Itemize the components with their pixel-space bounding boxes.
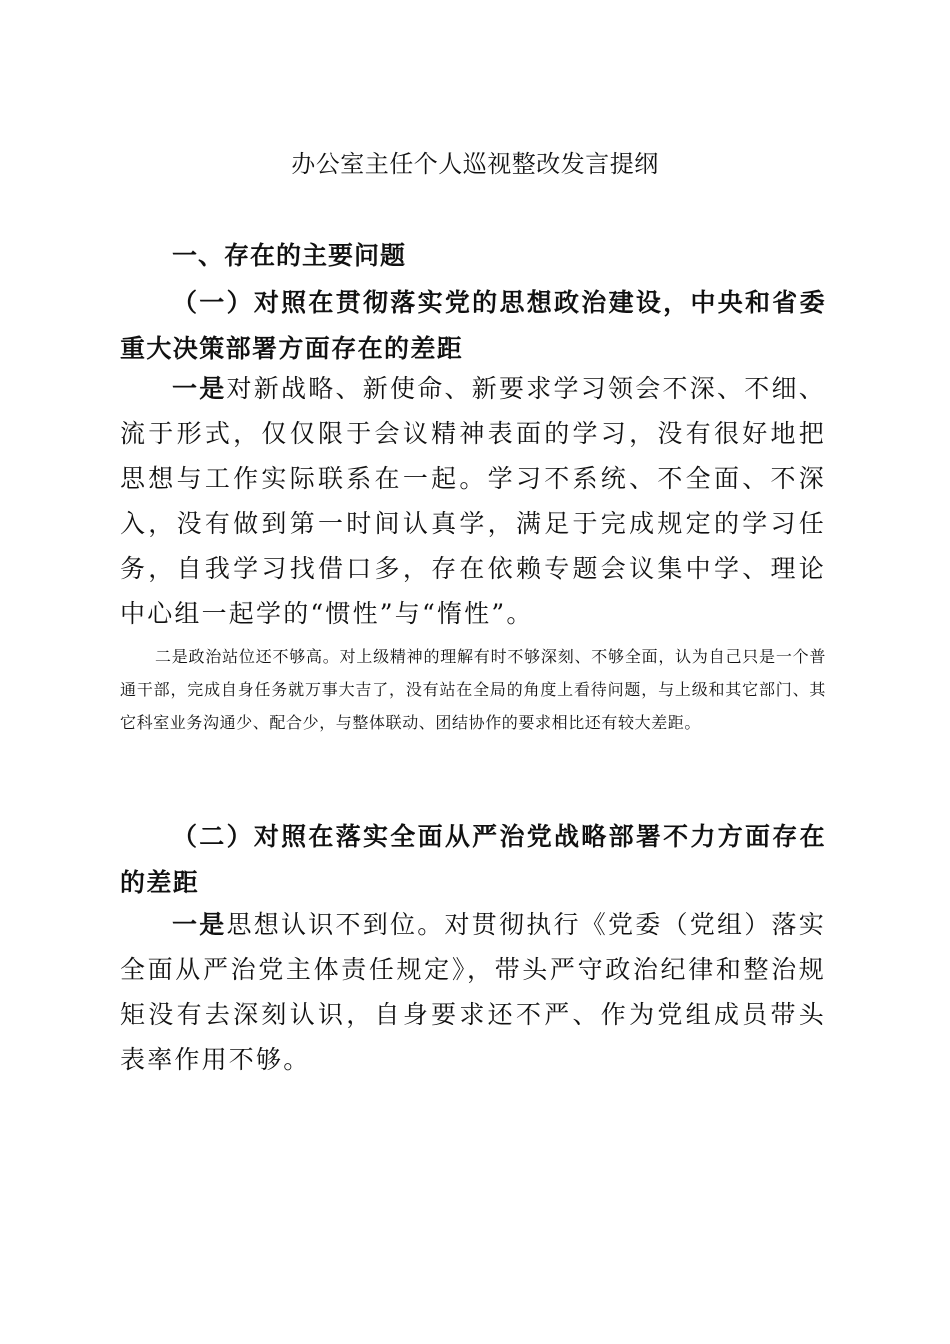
- paragraph-2: 二是政治站位还不够高。对上级精神的理解有时不够深刻、不够全面，认为自己只是一个普通干部，完成自身任务就万事大吉了，没有站在全局的角度上看待问题，与上级和其它部门、其它科室业务沟通少、配合少，与整体联动、团结协作的要求相比还有较大差距。: [120, 647, 826, 732]
- paragraph-3-lead: 一是: [172, 910, 227, 939]
- paragraph-1-text: 对新战略、新使命、新要求学习领会不深、不细、流于形式，仅仅限于会议精神表面的学习，没有很好地把思想与工作实际联系在一起。学习不系统、不全面、不深入，没有做到第一时间认真学，满足于完成规定的学习任务，自我学习找借口多，存在依赖专题会议集中学、理论中心组一起学的“惯性”与“惰性”。: [120, 374, 827, 628]
- paragraph-3: [120, 902, 826, 1082]
- subsection-heading-1: （一）对照在贯彻落实党的思想政治建设，中央和省委重大决策部署方面存在的差距: [120, 288, 826, 363]
- document-title: 办公室主任个人巡视整改发言提纲: [291, 150, 659, 178]
- subsection-heading-2: （二）对照在落实全面从严治党战略部署不力方面存在的差距: [120, 822, 826, 897]
- paragraph-1: [120, 366, 826, 636]
- section-heading-problems: 一、存在的主要问题: [172, 241, 407, 270]
- paragraph-1-lead: 一是: [172, 374, 227, 403]
- paragraph-3-text: 思想认识不到位。对贯彻执行《党委（党组）落实全面从严治党主体责任规定》，带头严守政治纪律和整治规矩没有去深刻认识，自身要求还不严、作为党组成员带头表率作用不够。: [120, 910, 827, 1074]
